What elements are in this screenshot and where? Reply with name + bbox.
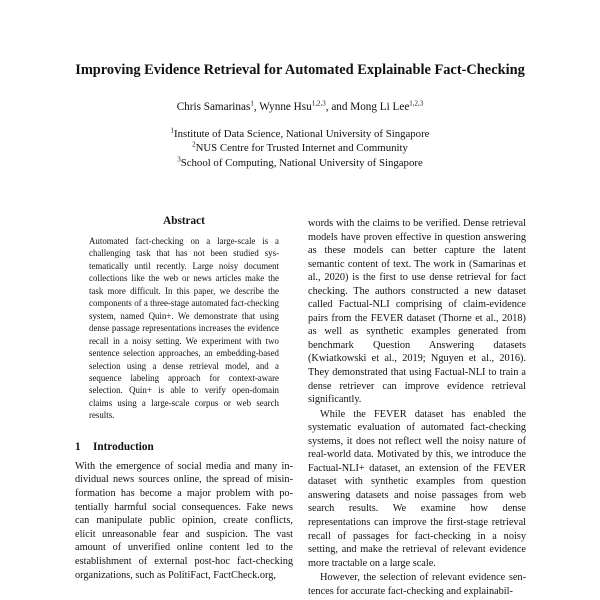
affiliation-text: School of Computing, National University of Singapore (180, 156, 423, 169)
abstract-heading: Abstract (163, 215, 205, 227)
affiliation-line (40, 156, 560, 170)
author-affiliation-marker: 1,2,3 (409, 99, 424, 108)
affiliation-line (40, 127, 560, 141)
author-name: Chris Samarinas (176, 101, 251, 113)
intro-paragraph: With the emergence of social media and many individual news sources online, the spread of misinformation has become a major problem with potentially harmful social consequences. Fake news can manipulate public opinion, create conflicts, elicit unreasonable fear and suspicion. The vast amount of unverified online content led to the establishment of external post-hoc fact-checking organizations, such as PolitiFact, FactCheck.org, (75, 460, 293, 581)
affiliation-marker: 2 (192, 140, 196, 149)
affiliation-list (40, 127, 560, 170)
author-name: Wynne Hsu (259, 101, 312, 113)
abstract-text: Automated fact-checking on a large-scale is a challenging task that has not been studied systematically until recently. Large noisy document collections like the web or news articles make the task more difficult. In this paper, we describe the components of a three-stage automated fact-checking system, named Quin+. We demonstrate that using dense passage representations increases the evidence recall in a noisy setting. We experiment with two sentence selection approaches, an embedding-based selection using a dense retrieval model, and a sequence labeling approach for context-aware selection. Quin+ is able to verify open-domain claims using a large-scale corpus or web search results. (89, 236, 279, 421)
right-column (308, 217, 526, 598)
author-affiliation-marker: 1 (250, 99, 254, 108)
left-column (75, 214, 293, 582)
affiliation-line (40, 141, 560, 155)
author-separator: , and (325, 101, 351, 113)
author-list (40, 100, 560, 114)
body-paragraph: While the FEVER dataset has enabled the systematic evaluation of automated fact-checking systems, it does not reflect well the noisy nature of real-world data. Motivated by this, we introduce the Factual-NLI+ dataset, an extension of the FEVER dataset with synthetic examples from question answering datasets and noise passages from web search results. We examine how dense representations can improve the first-stage retrieval recall of passages for fact-checking in a noisy setting, and make the retrieval of relevant evidence more tractable on a large scale. (308, 408, 526, 569)
body-paragraph: words with the claims to be verified. Dense retrieval models have proven effective in question answering as these models can better capture the latent semantic content of text. The work in (Samarinas et al., 2020) is the first to use dense retrieval for fact checking. The authors constructed a new dataset called Factual-NLI comprising of claim-evidence pairs from the FEVER dataset (Thorne et al., 2018) as well as synthetic examples generated from benchmark Question Answering datasets (Kwiatkowski et al., 2019; Nguyen et al., 2016). They demonstrated that using Factual-NLI to train a dense retriever can improve evidence retrieval significantly. (308, 218, 526, 406)
author-name: Mong Li Lee (350, 101, 410, 113)
affiliation-marker: 3 (177, 155, 181, 164)
paper-title: Improving Evidence Retrieval for Automated Explainable Fact-Checking (75, 62, 525, 78)
body-paragraph: However, the selection of relevant evidence sentences for accurate fact-checking and explainabil- (308, 572, 526, 597)
affiliation-text: NUS Centre for Trusted Internet and Community (195, 142, 408, 155)
section-heading-introduction (75, 440, 293, 454)
section-number: 1 (75, 440, 81, 453)
author-affiliation-marker: 1,2,3 (311, 99, 326, 108)
section-title: Introduction (93, 440, 154, 453)
affiliation-marker: 1 (170, 126, 175, 135)
affiliation-text: Institute of Data Science, National University of Singapore (174, 128, 430, 140)
author-separator: , (253, 101, 260, 113)
